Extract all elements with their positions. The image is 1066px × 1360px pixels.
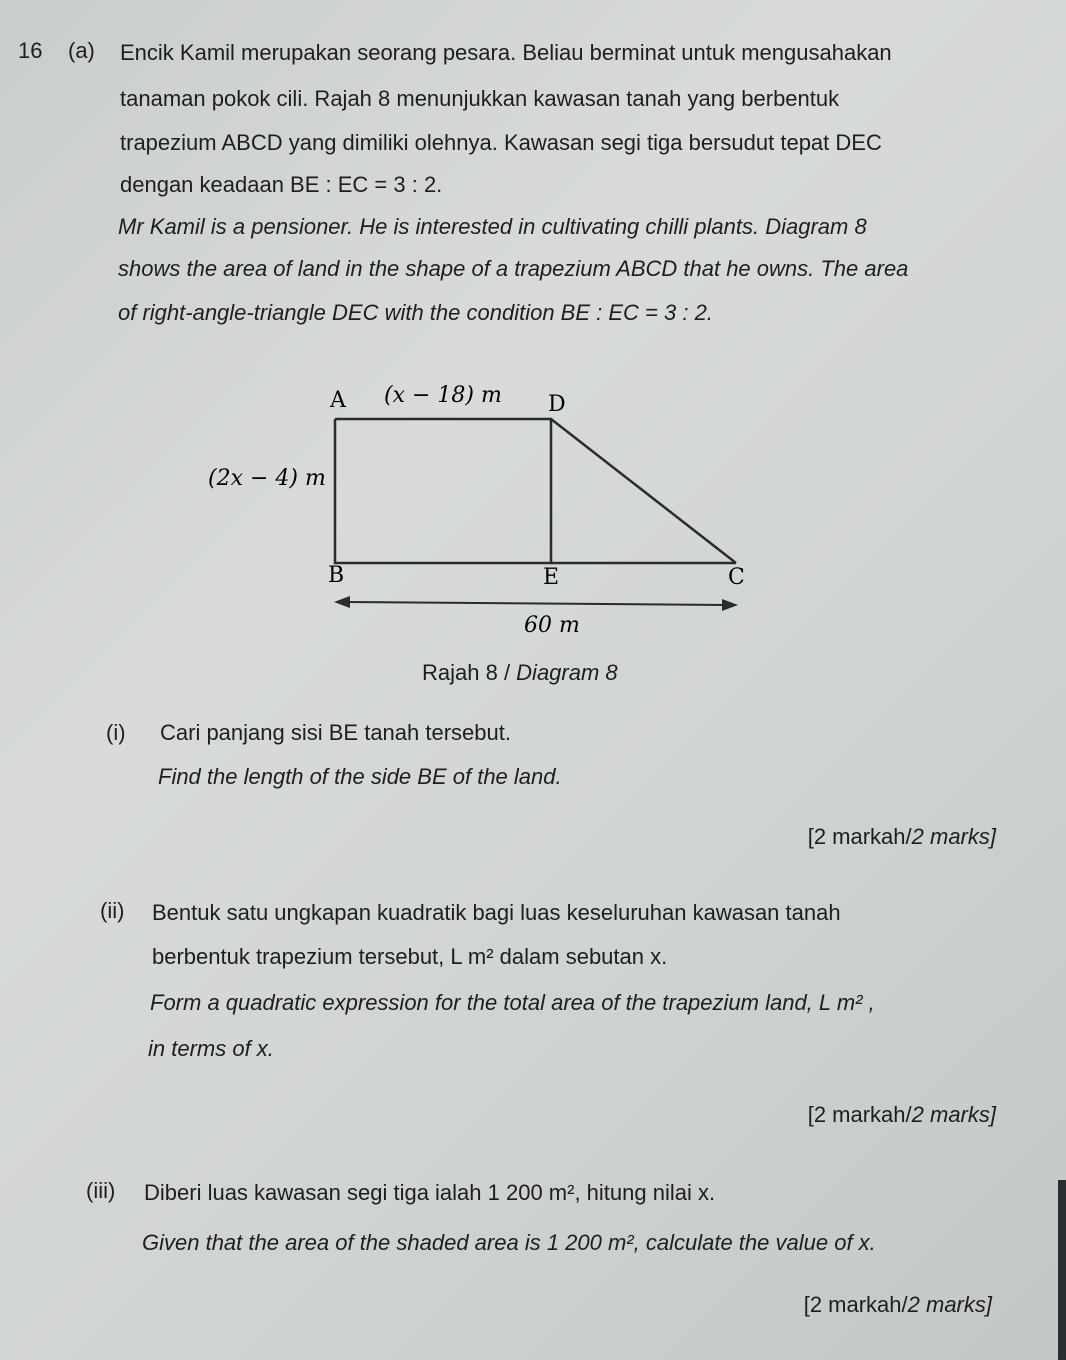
ms-line-2: tanaman pokok cili. Rajah 8 menunjukkan kawasan tanah yang berbentuk — [120, 86, 840, 111]
question-part: (a) — [68, 38, 95, 63]
label-A: A — [330, 388, 346, 413]
label-left-length: (2x − 4) m — [208, 466, 326, 491]
en-line-2: shows the area of land in the shape of a trapezium ABCD that he owns. The area — [118, 256, 909, 281]
part-iii-ms: Diberi luas kawasan segi tiga ialah 1 200 m², hitung nilai x. — [144, 1180, 716, 1205]
part-i-ms: Cari panjang sisi BE tanah tersebut. — [160, 720, 511, 745]
label-top-length: (x − 18) m — [384, 383, 502, 408]
part-ii-ms-line-1: Bentuk satu ungkapan kuadratik bagi luas keseluruhan kawasan tanah — [152, 900, 841, 925]
arrowhead-right — [722, 599, 738, 611]
caption-ms: Rajah 8 / — [422, 660, 517, 685]
part-ii-marks-ms: [2 markah/ — [807, 1102, 912, 1127]
part-iii-en: Given that the area of the shaded area is 1 200 m², calculate the value of x. — [142, 1230, 876, 1255]
part-ii-number: (ii) — [100, 898, 125, 923]
part-iii-marks-ms: [2 markah/ — [803, 1292, 908, 1317]
part-ii-en-line-2: in terms of x. — [148, 1036, 274, 1061]
part-ii-marks-en: 2 marks] — [911, 1102, 996, 1127]
diagram-caption — [422, 660, 618, 686]
rectangle-ABED — [335, 419, 551, 563]
arrowhead-left — [334, 596, 350, 608]
en-line-3: of right-angle-triangle DEC with the condition BE : EC = 3 : 2. — [118, 300, 713, 325]
ms-line-4: dengan keadaan BE : EC = 3 : 2. — [120, 172, 443, 197]
part-i-number: (i) — [106, 720, 126, 745]
caption-en: Diagram 8 — [516, 660, 618, 685]
part-i-marks-ms: [2 markah/ — [807, 824, 912, 849]
slant-side-DC — [551, 419, 736, 563]
label-D: D — [548, 392, 566, 417]
label-B: B — [328, 563, 345, 588]
question-number: 16 — [18, 38, 43, 63]
en-line-1: Mr Kamil is a pensioner. He is interested in cultivating chilli plants. Diagram 8 — [118, 214, 867, 239]
ms-line-1: Encik Kamil merupakan seorang pesara. Beliau berminat untuk mengusahakan — [120, 40, 892, 65]
part-i-marks — [808, 824, 996, 850]
part-iii-marks-en: 2 marks] — [907, 1292, 992, 1317]
part-i-marks-en: 2 marks] — [911, 824, 996, 849]
part-ii-en-line-1: Form a quadratic expression for the total area of the trapezium land, L m² , — [150, 990, 875, 1015]
label-bottom-length: 60 m — [524, 613, 580, 638]
part-iii-number: (iii) — [86, 1178, 116, 1203]
label-C: C — [728, 565, 745, 590]
page-edge — [1058, 1180, 1066, 1360]
part-ii-marks — [808, 1102, 996, 1128]
label-E: E — [543, 565, 560, 590]
dimension-line — [346, 602, 726, 605]
part-i-en: Find the length of the side BE of the land. — [158, 764, 562, 789]
trapezium-diagram — [0, 370, 1066, 650]
ms-line-3: trapezium ABCD yang dimiliki olehnya. Kawasan segi tiga bersudut tepat DEC — [120, 130, 882, 155]
part-iii-marks — [804, 1292, 992, 1318]
part-ii-ms-line-2: berbentuk trapezium tersebut, L m² dalam sebutan x. — [152, 944, 668, 969]
